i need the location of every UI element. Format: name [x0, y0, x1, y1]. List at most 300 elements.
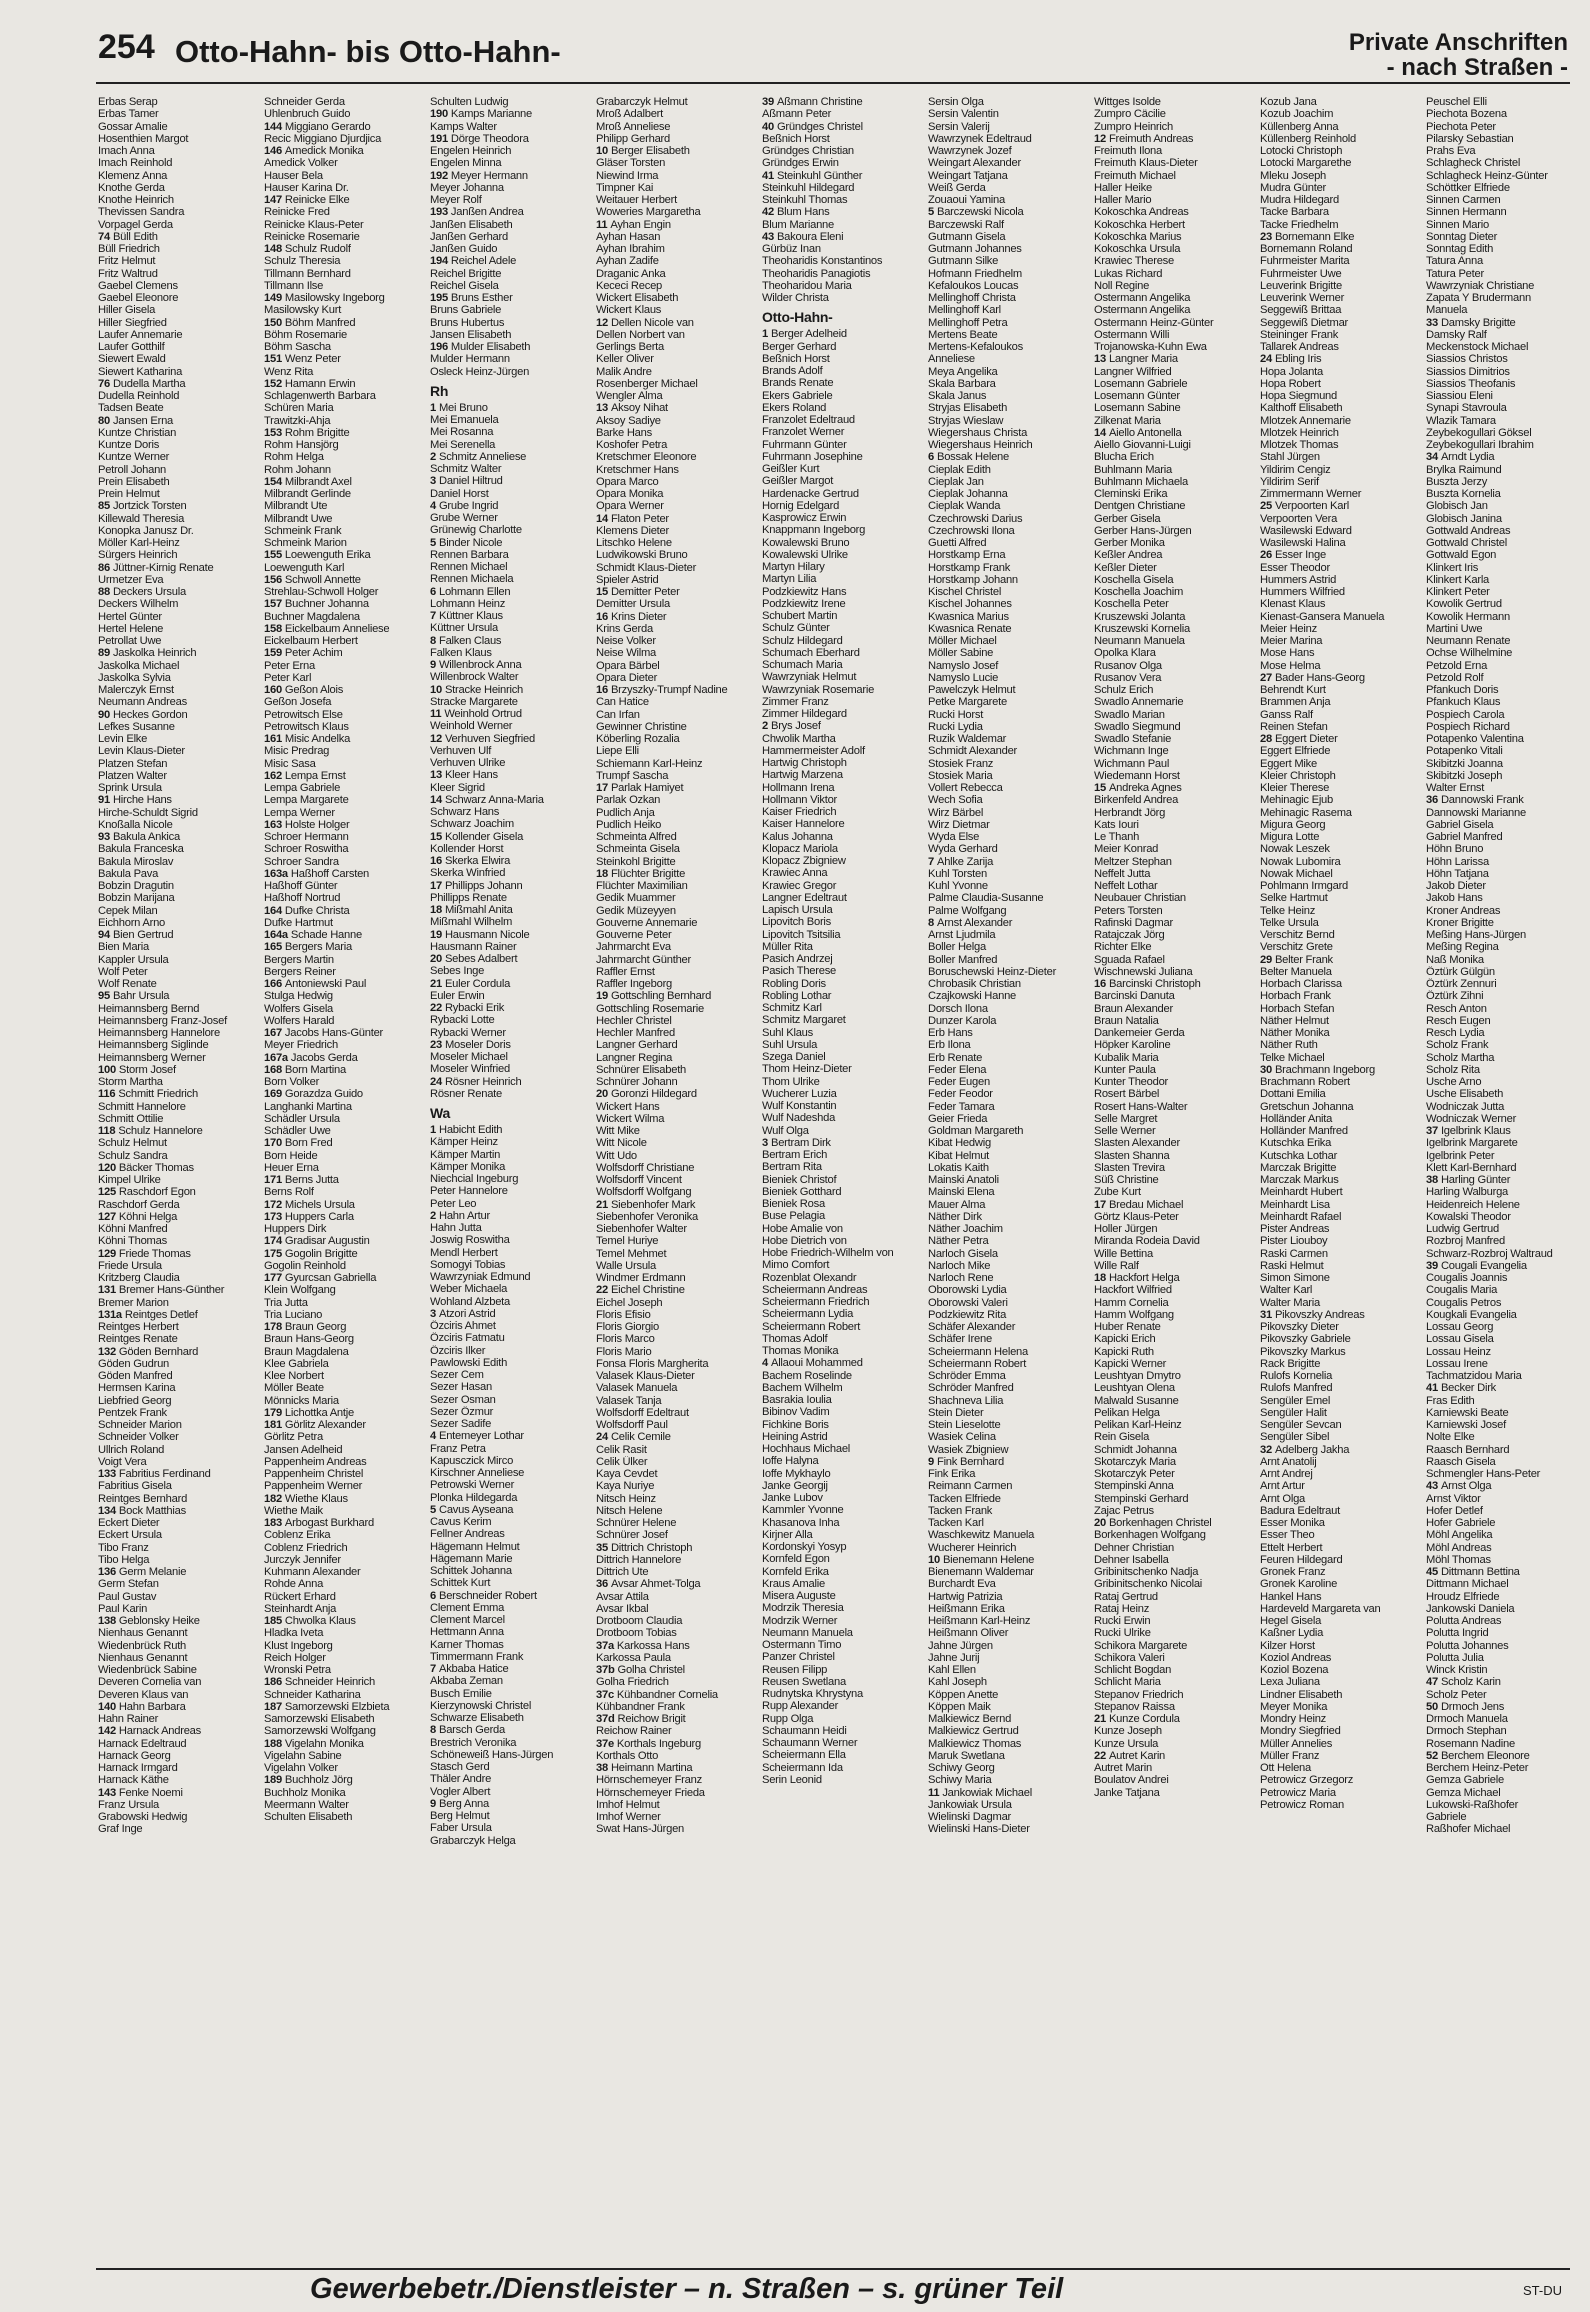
resident-entry	[596, 1787, 754, 1799]
resident-entry	[430, 1492, 588, 1504]
resident-entry	[1260, 770, 1418, 782]
resident-name: Wawrzyniak Christiane	[1426, 279, 1535, 292]
resident-name: Noll Regine	[1094, 279, 1150, 292]
resident-entry	[596, 1199, 754, 1211]
resident-name: Cavus Kerim	[430, 1516, 492, 1528]
resident-name: Rennen Michael	[430, 561, 508, 573]
resident-name: Haller Mario	[1094, 194, 1152, 206]
resident-entry	[1094, 145, 1252, 157]
house-number: 36	[596, 1578, 608, 1591]
resident-entry	[596, 231, 754, 243]
resident-name: Möhl Thomas	[1426, 1553, 1491, 1566]
resident-name: Born Heide	[264, 1149, 318, 1162]
resident-name: Gottwald Christel	[1426, 537, 1507, 549]
resident-name: Gogolin Reinhold	[264, 1259, 346, 1272]
resident-name: Feuren Hildegard	[1260, 1553, 1343, 1566]
resident-name: Dufke Hartmut	[264, 916, 333, 929]
resident-name: Heimannsberg Franz-Josef	[98, 1014, 227, 1027]
house-number: 93	[98, 831, 110, 843]
resident-name: Heimannsberg Bernd	[98, 1002, 200, 1015]
resident-entry	[596, 672, 754, 684]
resident-entry	[98, 1664, 256, 1676]
resident-name: Huber Renate	[1094, 1321, 1161, 1333]
resident-name: Martyn Hilary	[762, 561, 825, 573]
resident-name: Golha Christel	[617, 1664, 685, 1676]
resident-entry	[596, 905, 754, 917]
resident-entry	[264, 1529, 422, 1541]
resident-entry	[762, 1492, 920, 1504]
resident-name: Köhni Helga	[118, 1210, 178, 1223]
resident-name: Skotarczyk Peter	[1094, 1468, 1175, 1480]
resident-name: Selle Werner	[1094, 1125, 1156, 1137]
resident-entry	[1094, 684, 1252, 696]
resident-entry	[1426, 611, 1576, 623]
resident-entry	[928, 1787, 1086, 1799]
resident-name: Goronzi Hildegard	[610, 1088, 697, 1101]
resident-entry	[1094, 488, 1252, 500]
resident-entry	[1426, 268, 1576, 280]
resident-name: Klett Karl-Bernhard	[1426, 1161, 1517, 1174]
resident-name: Scholz Rita	[1426, 1063, 1480, 1076]
resident-name: Hackfort Wilfried	[1094, 1284, 1172, 1297]
resident-entry	[1260, 1762, 1418, 1774]
resident-name: Stein Lieselotte	[928, 1419, 1001, 1431]
resident-entry	[1260, 1395, 1418, 1407]
resident-name: Willenbrock Anna	[438, 659, 522, 671]
resident-name: Stulga Hedwig	[264, 990, 333, 1003]
resident-name: Lohmann Heinz	[430, 597, 506, 610]
listing-column	[264, 96, 422, 2264]
resident-name: Skotarczyk Maria	[1094, 1455, 1176, 1468]
resident-entry	[928, 1627, 1086, 1639]
resident-name: Koziol Bozena	[1260, 1664, 1329, 1676]
resident-name: Telke Ursula	[1260, 916, 1319, 929]
resident-entry	[98, 586, 256, 598]
resident-name: Dehner Christian	[1094, 1541, 1174, 1554]
resident-entry	[1094, 856, 1252, 868]
resident-entry	[98, 1039, 256, 1051]
resident-entry	[430, 855, 588, 867]
resident-entry	[928, 1015, 1086, 1027]
resident-entry	[596, 733, 754, 745]
resident-name: Langner Regina	[596, 1051, 673, 1064]
resident-name: Brands Adolf	[762, 365, 823, 377]
resident-name: Möhl Angelika	[1426, 1529, 1493, 1542]
resident-entry	[762, 1762, 920, 1774]
resident-entry	[430, 635, 588, 647]
resident-entry	[430, 916, 588, 928]
resident-entry	[928, 157, 1086, 169]
resident-entry	[1094, 917, 1252, 929]
resident-entry	[762, 341, 920, 353]
resident-name: Kapicki Erich	[1094, 1333, 1156, 1346]
resident-entry	[762, 402, 920, 414]
resident-name: Hägemann Marie	[430, 1552, 513, 1565]
resident-entry	[1426, 856, 1576, 868]
resident-name: Misera Auguste	[762, 1590, 836, 1602]
resident-name: Klenast Klaus	[1260, 598, 1326, 611]
resident-name: Walter Maria	[1260, 1296, 1320, 1309]
resident-name: Opara Monika	[596, 488, 664, 500]
resident-entry	[1260, 990, 1418, 1002]
resident-name: Gedik Müzeyyen	[596, 904, 676, 917]
resident-entry	[928, 782, 1086, 794]
resident-entry	[264, 1713, 422, 1725]
resident-name: Verschitz Grete	[1260, 941, 1333, 954]
resident-name: Swadlo Marian	[1094, 708, 1165, 721]
resident-name: Raschdorf Gerda	[98, 1198, 180, 1211]
resident-name: Eckert Ursula	[98, 1529, 162, 1542]
resident-name: Tachmatzidou Maria	[1426, 1370, 1522, 1382]
resident-name: Siassios Christos	[1426, 353, 1508, 366]
resident-entry	[98, 1395, 256, 1407]
resident-entry	[430, 953, 588, 965]
resident-entry	[928, 1505, 1086, 1517]
footer-note: Gewerbebetr./Dienstleister – n. Straßen – s. grüner Teil	[310, 2273, 1064, 2305]
house-number: 151	[264, 353, 282, 366]
resident-name: Arbogast Burkhard	[284, 1517, 374, 1529]
resident-entry	[98, 1003, 256, 1015]
resident-entry	[762, 1529, 920, 1541]
resident-name: Heimannsberg Werner	[98, 1051, 206, 1064]
resident-entry	[762, 867, 920, 879]
house-number: 163a	[264, 867, 288, 880]
resident-name: Celik Rasit	[596, 1443, 647, 1456]
resident-name: Wohland Alzbeta	[430, 1295, 511, 1308]
resident-name: Milbrandt Uwe	[264, 512, 333, 525]
house-number: 39	[1426, 1259, 1438, 1272]
resident-name: Bakula Pava	[98, 867, 159, 880]
resident-entry	[1260, 1382, 1418, 1394]
resident-name: Akbaba Hatice	[438, 1663, 509, 1675]
resident-entry	[1094, 709, 1252, 721]
resident-name: Basrakia Ioulia	[762, 1394, 832, 1406]
resident-entry	[928, 231, 1086, 243]
resident-entry	[98, 243, 256, 255]
resident-name: Ahlke Zarija	[936, 855, 994, 868]
resident-name: Sengüler Emel	[1260, 1394, 1331, 1407]
resident-entry	[430, 1222, 588, 1234]
resident-name: Erb Renate	[928, 1051, 983, 1064]
resident-entry	[762, 292, 920, 304]
resident-entry	[928, 402, 1086, 414]
resident-name: Zouaoui Yamina	[928, 194, 1005, 206]
resident-entry	[928, 194, 1086, 206]
resident-entry	[762, 1210, 920, 1222]
resident-entry	[596, 170, 754, 182]
resident-name: Yildirim Cengiz	[1260, 463, 1331, 476]
resident-entry	[928, 1652, 1086, 1664]
resident-name: Ostermann Willi	[1094, 328, 1170, 341]
resident-name: Stepanov Friedrich	[1094, 1688, 1184, 1701]
resident-name: Küttner Ursula	[430, 622, 499, 635]
resident-entry	[762, 696, 920, 708]
resident-name: Braun Hans-Georg	[264, 1333, 354, 1346]
house-number: 168	[264, 1063, 282, 1076]
resident-entry	[264, 1297, 422, 1309]
resident-entry	[1094, 1529, 1252, 1541]
resident-name: Näther Petra	[928, 1235, 989, 1248]
resident-name: Schmitz Walter	[430, 463, 502, 475]
resident-entry	[1426, 1309, 1576, 1321]
resident-name: Neumann Manuela	[762, 1626, 853, 1639]
house-number: 142	[98, 1725, 116, 1738]
house-number: 6	[430, 585, 436, 598]
resident-entry	[596, 1125, 754, 1137]
resident-entry	[928, 1713, 1086, 1725]
resident-name: Nitsch Heinz	[596, 1492, 656, 1505]
resident-entry	[1260, 1003, 1418, 1015]
resident-entry	[98, 1248, 256, 1260]
resident-entry	[762, 1443, 920, 1455]
resident-entry	[1426, 415, 1576, 427]
resident-name: Petrollat Uwe	[98, 635, 162, 647]
resident-name: Schroer Roswitha	[264, 843, 349, 856]
resident-name: Gogolin Brigitte	[284, 1247, 358, 1260]
resident-name: Raasch Bernhard	[1426, 1443, 1510, 1456]
resident-entry	[1426, 1272, 1576, 1284]
resident-name: Grube Werner	[430, 512, 498, 524]
resident-name: Mertens-Kefaloukos	[928, 341, 1023, 353]
resident-name: Kruszewski Jolanta	[1094, 610, 1186, 623]
resident-name: Haßhoff Günter	[264, 880, 338, 892]
resident-name: Robling Lothar	[762, 989, 832, 1002]
resident-entry	[1260, 304, 1418, 316]
resident-name: Dittmann Bettina	[1440, 1566, 1520, 1578]
resident-entry	[596, 145, 754, 157]
resident-name: Krins Dieter	[610, 610, 667, 623]
resident-name: Theoharidis Konstantinos	[762, 255, 883, 268]
resident-entry	[928, 537, 1086, 549]
resident-entry	[430, 1749, 588, 1761]
resident-name: Müller Franz	[1260, 1749, 1320, 1762]
resident-entry	[430, 280, 588, 292]
resident-name: Stryjas Elisabeth	[928, 402, 1008, 415]
resident-entry	[98, 1088, 256, 1100]
resident-entry	[1426, 1088, 1576, 1100]
resident-name: Näther Joachim	[928, 1223, 1003, 1235]
resident-name: Malkiewicz Thomas	[928, 1737, 1022, 1750]
resident-entry	[98, 378, 256, 390]
resident-name: Samorzewski Elzbieta	[284, 1700, 390, 1713]
resident-name: Podzkiewitz Irene	[762, 597, 846, 610]
resident-entry	[1260, 1738, 1418, 1750]
resident-name: Langner Edeltraut	[762, 891, 847, 904]
resident-name: Schaumann Werner	[762, 1737, 858, 1749]
resident-entry	[1260, 451, 1418, 463]
resident-name: Öztürk Zennuri	[1426, 978, 1497, 990]
resident-entry	[430, 1076, 588, 1088]
resident-entry	[928, 1799, 1086, 1811]
resident-name: Lempa Margarete	[264, 794, 349, 807]
resident-entry	[430, 1675, 588, 1687]
resident-name: Slasten Alexander	[1094, 1137, 1180, 1150]
resident-name: Malerczyk Ernst	[98, 684, 174, 696]
resident-name: Klinkert Karla	[1426, 573, 1490, 586]
resident-entry	[1260, 194, 1418, 206]
resident-entry	[1426, 1591, 1576, 1603]
resident-entry	[430, 292, 588, 304]
resident-entry	[1094, 598, 1252, 610]
resident-name: Schittek Kurt	[430, 1577, 491, 1590]
resident-entry	[1260, 1113, 1418, 1125]
resident-entry	[1426, 905, 1576, 917]
resident-name: Kuntze Doris	[98, 439, 160, 451]
resident-name: Blum Marianne	[762, 218, 834, 231]
resident-entry	[1260, 1211, 1418, 1223]
resident-name: Kubalik Maria	[1094, 1051, 1159, 1064]
resident-entry	[762, 1700, 920, 1712]
resident-entry	[596, 990, 754, 1002]
resident-name: Mei Rosanna	[430, 426, 494, 439]
resident-name: Rucki Horst	[928, 708, 984, 721]
resident-name: Bornemann Elke	[1274, 230, 1355, 243]
resident-name: Rupp Alexander	[762, 1700, 839, 1713]
resident-name: Timmermann Frank	[430, 1650, 524, 1663]
resident-name: Pappenheim Andreas	[264, 1455, 367, 1468]
resident-name: Lukowski-Raßhofer	[1426, 1798, 1519, 1811]
resident-entry	[1426, 194, 1576, 206]
resident-entry	[1260, 1125, 1418, 1137]
resident-entry	[928, 1480, 1086, 1492]
resident-entry	[430, 1185, 588, 1197]
resident-name: Rucki Lydia	[928, 720, 983, 733]
resident-name: Kollender Gisela	[444, 830, 524, 843]
resident-name: Schulz Helmut	[98, 1137, 167, 1150]
resident-entry	[430, 1247, 588, 1259]
resident-name: Scheiermann Friedrich	[762, 1296, 870, 1308]
resident-entry	[1426, 574, 1576, 586]
resident-entry	[596, 1137, 754, 1149]
resident-name: Clement Emma	[430, 1601, 505, 1614]
resident-entry	[1094, 427, 1252, 439]
resident-name: Can Hatice	[596, 696, 649, 709]
resident-entry	[264, 145, 422, 157]
resident-entry	[1426, 1554, 1576, 1566]
resident-name: Lotocki Christoph	[1260, 145, 1343, 157]
resident-entry	[98, 1505, 256, 1517]
resident-name: Lapisch Ursula	[762, 904, 833, 916]
resident-name: Schaumann Heidi	[762, 1724, 847, 1737]
house-number: 14	[596, 512, 608, 525]
resident-entry	[1260, 1064, 1418, 1076]
resident-name: Habicht Edith	[438, 1124, 503, 1136]
resident-entry	[430, 941, 588, 953]
resident-name: Clement Marcel	[430, 1614, 505, 1626]
resident-name: Jüttner-Kirnig Renate	[112, 561, 214, 574]
resident-name: Laufer Gotthilf	[98, 341, 165, 353]
resident-entry	[98, 1542, 256, 1554]
resident-name: Gedik Muammer	[596, 892, 676, 905]
resident-name: Jaskolka Heinrich	[112, 647, 197, 660]
resident-name: Bruns Hubertus	[430, 316, 505, 329]
resident-entry	[762, 328, 920, 340]
resident-entry	[430, 1663, 588, 1675]
edition-code: ST-DU	[1523, 2283, 1562, 2298]
resident-name: Daniel Horst	[430, 487, 489, 500]
resident-name: Kilzer Horst	[1260, 1639, 1315, 1652]
resident-entry	[98, 721, 256, 733]
resident-name: Bremer Hans-Günther	[118, 1284, 225, 1297]
resident-name: Verhuven Ulrike	[430, 757, 506, 769]
resident-name: Gaebel Clemens	[98, 279, 178, 292]
resident-name: Jortzick Torsten	[112, 500, 187, 513]
resident-entry	[264, 133, 422, 145]
resident-entry	[1260, 868, 1418, 880]
resident-name: Kretschmer Hans	[596, 463, 679, 476]
resident-name: Eichhorn Arno	[98, 916, 166, 929]
resident-name: Stasch Gerd	[430, 1761, 490, 1773]
resident-name: Meßing Hans-Jürgen	[1426, 929, 1526, 941]
resident-entry	[1094, 1358, 1252, 1370]
resident-entry	[596, 464, 754, 476]
resident-entry	[264, 1382, 422, 1394]
resident-entry	[762, 953, 920, 965]
resident-name: Pasich Andrzej	[762, 953, 833, 965]
resident-entry	[264, 1137, 422, 1149]
resident-entry	[1094, 978, 1252, 990]
resident-name: Igelbrink Klaus	[1440, 1125, 1511, 1137]
resident-name: Misic Sasa	[264, 757, 316, 770]
resident-name: Borkenhagen Wolfgang	[1094, 1529, 1206, 1542]
resident-entry	[762, 170, 920, 182]
resident-entry	[596, 1064, 754, 1076]
resident-entry	[1094, 1297, 1252, 1309]
resident-name: Winck Kristin	[1426, 1664, 1488, 1676]
resident-entry	[1426, 231, 1576, 243]
resident-name: Kibat Helmut	[928, 1149, 990, 1162]
resident-entry	[1094, 1003, 1252, 1015]
house-number: 163	[264, 818, 282, 831]
resident-entry	[264, 1272, 422, 1284]
resident-entry	[1426, 378, 1576, 390]
resident-entry	[1260, 623, 1418, 635]
resident-name: Höhn Bruno	[1426, 843, 1484, 856]
resident-name: Gorazdza Guido	[284, 1088, 363, 1101]
resident-entry	[1426, 709, 1576, 721]
resident-name: Zilkenat Maria	[1094, 414, 1161, 427]
house-number: 11	[596, 218, 608, 231]
resident-entry	[596, 892, 754, 904]
resident-entry	[430, 622, 588, 634]
resident-entry	[98, 268, 256, 280]
resident-entry	[264, 1468, 422, 1480]
resident-name: Skibitzki Joseph	[1426, 769, 1503, 782]
resident-entry	[596, 1676, 754, 1688]
resident-entry	[928, 243, 1086, 255]
resident-entry	[1094, 892, 1252, 904]
resident-entry	[98, 108, 256, 120]
house-number: 41	[1426, 1382, 1438, 1395]
resident-entry	[430, 451, 588, 463]
resident-entry	[596, 1774, 754, 1786]
resident-name: Gerber Hans-Jürgen	[1094, 524, 1192, 537]
resident-entry	[762, 268, 920, 280]
resident-name: Kuntze Werner	[98, 451, 170, 464]
resident-name: Möller Sabine	[928, 647, 994, 660]
resident-entry	[762, 463, 920, 475]
resident-entry	[596, 1640, 754, 1652]
resident-name: Buchner Magdalena	[264, 610, 360, 623]
resident-entry	[1260, 1174, 1418, 1186]
resident-entry	[596, 1419, 754, 1431]
resident-entry	[1094, 194, 1252, 206]
resident-entry	[596, 758, 754, 770]
resident-name: Wasilewski Edward	[1260, 524, 1352, 537]
resident-entry	[1260, 1542, 1418, 1554]
resident-name: Neffelt Jutta	[1094, 867, 1151, 880]
resident-name: Nolte Elke	[1426, 1431, 1475, 1444]
